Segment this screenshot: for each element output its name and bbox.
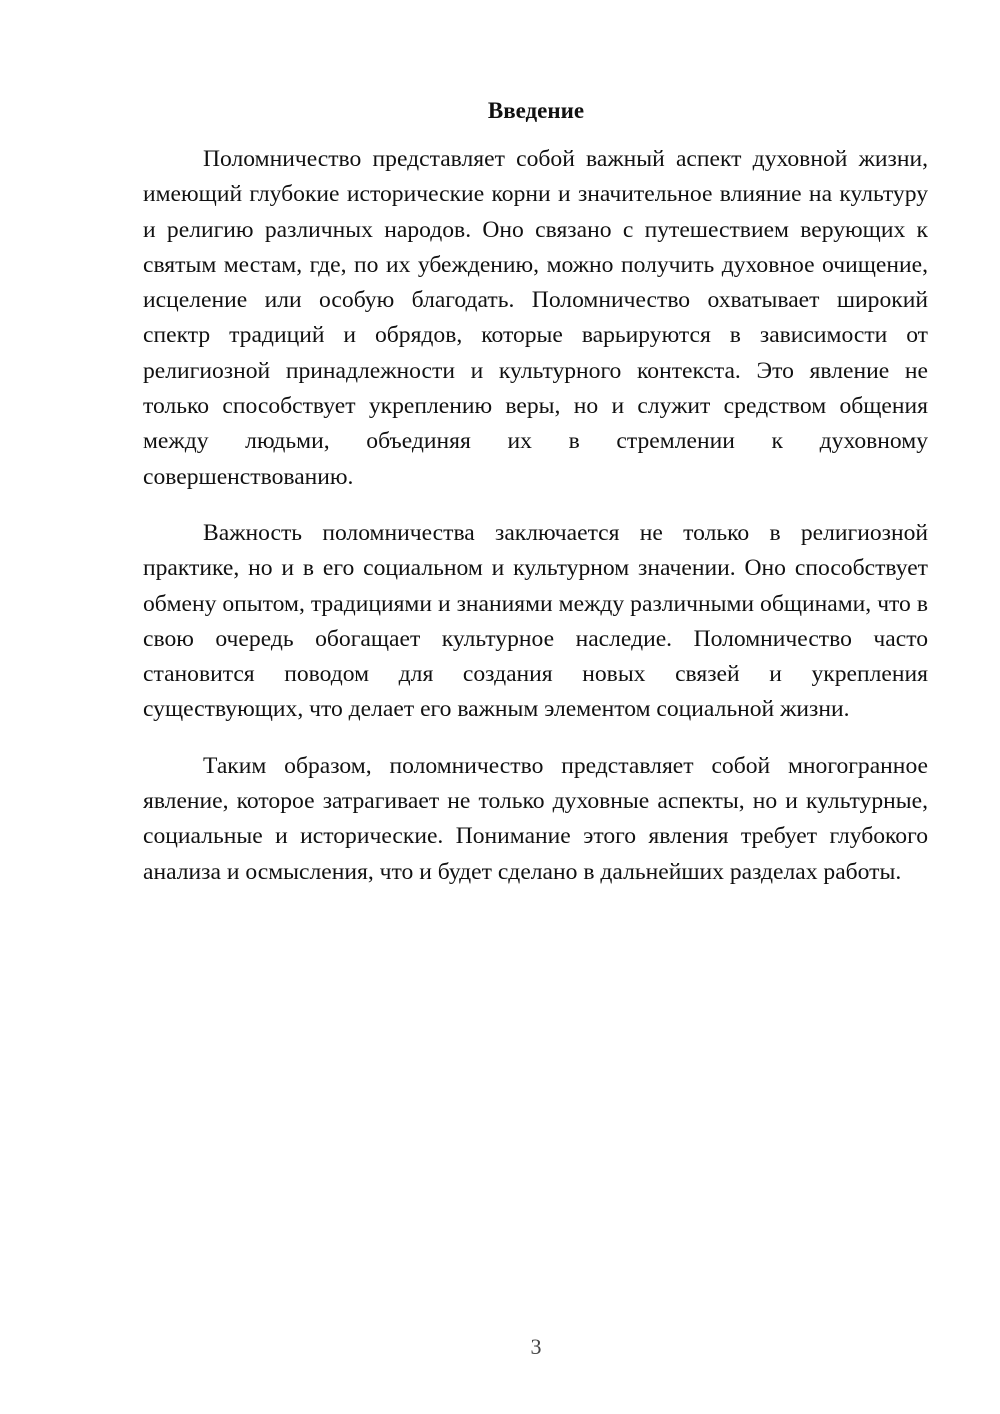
body-text bbox=[143, 142, 928, 911]
paragraph-2: Важность поломничества заключается не только в религиозной практике, но и в его социальном и культурном значении. Оно способствует обмену опытом, традициями и знаниями между различными общинами, что в свою очередь обогащает культурное наследие. Поломничество часто становится поводом для создания новых связей и укрепления существующих, что делает его важным элементом социальной жизни. bbox=[143, 519, 928, 723]
paragraph-3: Таким образом, поломничество представляет собой многогранное явление, которое затрагивает не только духовные аспекты, но и культурные, социальные и исторические. Понимание этого явления требует глубокого анализа и осмысления, что и будет сделано в дальнейших разделах работы. bbox=[143, 752, 928, 885]
paragraph-1: Поломничество представляет собой важный аспект духовной жизни, имеющий глубокие исторические корни и значительное влияние на культуру и религию различных народов. Оно связано с путешествием верующих к святым местам, где, по их убеждению, можно получить духовное очищение, исцеление или особую благодать. Поломничество охватывает широкий спектр традиций и обрядов, которые варьируются в зависимости от религиозной принадлежности и культурного контекста. Это явление не только способствует укреплению веры, но и служит средством общения между людьми, объединяя их в стремлении к духовному совершенствованию. bbox=[143, 146, 928, 490]
section-heading: Введение bbox=[487, 98, 585, 123]
page-number: 3 bbox=[530, 1334, 542, 1359]
